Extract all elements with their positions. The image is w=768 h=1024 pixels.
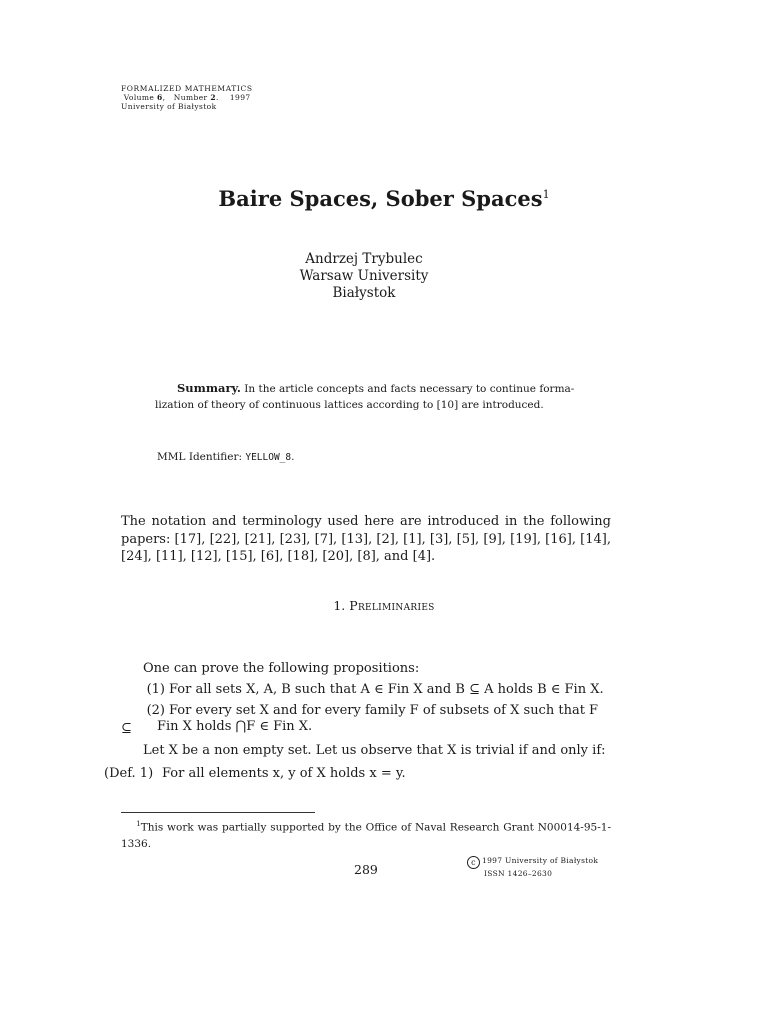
mml-end: .	[291, 451, 295, 463]
title-text: Baire Spaces, Sober Spaces	[218, 186, 543, 211]
author-name: Andrzej Trybulec	[305, 251, 423, 267]
summary	[155, 380, 585, 413]
mml-id: YELLOW_8	[245, 452, 292, 463]
section-title: Preliminaries	[349, 598, 435, 613]
page-number: 289	[354, 862, 378, 877]
proposition-1-number: (1)	[146, 682, 165, 697]
issue-number: 2	[210, 93, 216, 102]
proposition-2-number: (2)	[146, 703, 165, 718]
journal-institution: University of Białystok	[121, 102, 217, 111]
definition-1	[104, 765, 406, 783]
definition-number: (Def. 1)	[104, 766, 154, 781]
volume-number: 6	[157, 93, 163, 102]
mml-label: MML Identifier:	[157, 451, 243, 463]
footnote-mark: 1	[136, 820, 141, 828]
copyright-line-1: 1997 University of Białystok	[482, 856, 599, 865]
footnote-rule	[121, 812, 315, 813]
copyright-notice	[467, 856, 598, 879]
section-heading	[0, 598, 768, 613]
author-affiliation: Warsaw University	[299, 268, 429, 284]
summary-text: In the article concepts and facts necessary to continue forma- lization of theory of continuous lattices according to [10] are introduced.	[155, 383, 575, 411]
paper-title	[0, 186, 768, 211]
footnote	[121, 816, 611, 852]
copyright-line-2: ISSN 1426–2630	[484, 869, 553, 878]
section-number: 1.	[333, 598, 346, 613]
volume-label: Volume	[123, 93, 155, 102]
proposition-2-line-2: Fin X holds ⋂F ∈ Fin X.	[157, 719, 313, 734]
journal-name: FORMALIZED MATHEMATICS	[121, 84, 253, 93]
title-footnote-mark: 1	[542, 188, 550, 201]
references-paragraph: The notation and terminology used here are introduced in the following papers: [17], [22], [21], [23], [7], [13], [2], [1], [3], [5], [9], [19], [16], [14], [24], [11], [12], [15], [6], [18], [20], [8], and [4].	[121, 514, 611, 564]
proposition-1-text: For all sets X, A, B such that A ∈ Fin X and B ⊆ A holds B ∈ Fin X.	[169, 682, 604, 697]
proposition-1	[121, 681, 611, 699]
proposition-2-line-1: For every set X and for every family F of subsets of X such that F ⊆	[121, 703, 599, 736]
author-block	[0, 251, 728, 302]
definition-intro: Let X be a non empty set. Let us observe that X is trivial if and only if:	[143, 743, 606, 758]
copyright-icon: c	[467, 856, 480, 869]
number-label: Number	[173, 93, 208, 102]
journal-issue: Volume 6, Number 2. 1997	[123, 93, 251, 102]
footnote-text: This work was partially supported by the Office of Naval Research Grant N00014-95-1-1336.	[121, 821, 611, 850]
author-city: Białystok	[332, 285, 396, 301]
journal-year: 1997	[229, 93, 251, 102]
definition-text: For all elements x, y of X holds x = y.	[162, 766, 406, 781]
propositions-intro: One can prove the following propositions:	[143, 661, 420, 676]
mml-identifier	[157, 451, 294, 463]
journal-header	[121, 84, 253, 111]
summary-label: Summary.	[177, 381, 241, 395]
